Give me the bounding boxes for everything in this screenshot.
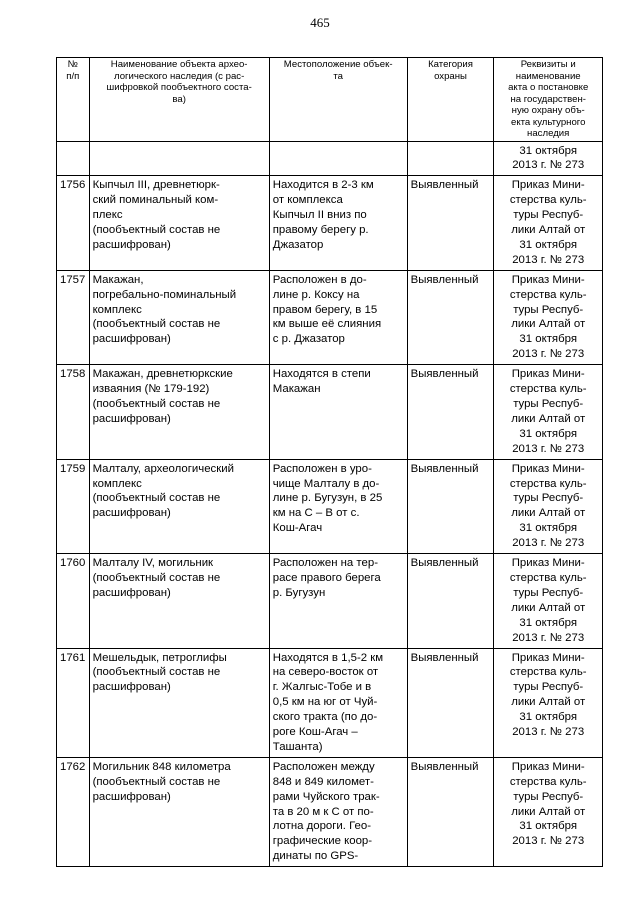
cell-name: Могильник 848 километра (пообъектный состав не расшифрован) [89,757,269,866]
cell-number: 1762 [57,757,90,866]
cell-location: Расположен на тер- расе правого берега р. Бугузун [269,554,407,648]
cell-requisites: Приказ Мини- стерства куль- туры Респуб- лики Алтай от 31 октября 2013 г. № 273 [494,554,603,648]
cell-category: Выявленный [407,365,494,459]
cell-name: Мешельдык, петроглифы (пообъектный состав не расшифрован) [89,648,269,757]
heritage-registry-table [56,57,603,867]
table-row [57,176,603,270]
cell-number: 1758 [57,365,90,459]
table-row [57,365,603,459]
cell-requisites: Приказ Мини- стерства куль- туры Респуб- лики Алтай от 31 октября 2013 г. № 273 [494,270,603,364]
table-row [57,270,603,364]
cell-requisites: Приказ Мини- стерства куль- туры Респуб- лики Алтай от 31 октября 2013 г. № 273 [494,459,603,553]
cell-requisites: Приказ Мини- стерства куль- туры Респуб- лики Алтай от 31 октября 2013 г. № 273 [494,365,603,459]
table-row [57,554,603,648]
table-row [57,459,603,553]
page-number: 465 [310,15,330,30]
cell-location: Расположен между 848 и 849 километ- рами Чуйского трак- та в 20 м к С от по- лотна дороги. Гео- графические коор- динаты по GPS- [269,757,407,866]
cell-name: Малталу, археологический комплекс (пообъектный состав не расшифрован) [89,459,269,553]
cell-category: Выявленный [407,554,494,648]
header-object-name: Наименование объекта архео- логического наследия (с рас- шифровкой пообъектного соста- ва) [89,58,269,142]
cell-name: Макажан, древнетюркские изваяния (№ 179-192) (пообъектный состав не расшифрован) [89,365,269,459]
cell-location: Находится в 2-3 км от комплекса Кыпчыл II вниз по правому берегу р. Джазатор [269,176,407,270]
header-number: № п/п [57,58,90,142]
cell-number: 1756 [57,176,90,270]
cell-requisites: Приказ Мини- стерства куль- туры Респуб- лики Алтай от 31 октября 2013 г. № 273 [494,757,603,866]
cell-name: Макажан, погребально-поминальный комплекс (пообъектный состав не расшифрован) [89,270,269,364]
cell-location: Расположен в до- лине р. Коксу на правом берегу, в 15 км выше её слияния с р. Джазатор [269,270,407,364]
cell-name: Малталу IV, могильник (пообъектный состав не расшифрован) [89,554,269,648]
cell-location: Расположен в уро- чище Малталу в до- лине р. Бугузун, в 25 км на С – В от с. Кош-Агач [269,459,407,553]
header-location: Местоположение объек- та [269,58,407,142]
cell-name: Кыпчыл III, древнетюрк- ский поминальный ком- плекс (пообъектный состав не расшифрован) [89,176,269,270]
cell-number: 1761 [57,648,90,757]
cell-location: Находятся в 1,5-2 км на северо-восток от г. Жалгыс-Тобе и в 0,5 км на юг от Чуй- ского тракта (по до- роге Кош-Агач – Ташанта) [269,648,407,757]
table-row [57,648,603,757]
cell-category: Выявленный [407,648,494,757]
cell-category: Выявленный [407,459,494,553]
cell-name [89,141,269,176]
header-requisites: Реквизиты и наименование акта о постановке на государствен- ную охрану объ- екта культурного наследия [494,58,603,142]
cell-location [269,141,407,176]
header-category: Категория охраны [407,58,494,142]
cell-number: 1757 [57,270,90,364]
cell-requisites: Приказ Мини- стерства куль- туры Респуб- лики Алтай от 31 октября 2013 г. № 273 [494,176,603,270]
table-row [57,757,603,866]
cell-requisites: Приказ Мини- стерства куль- туры Респуб- лики Алтай от 31 октября 2013 г. № 273 [494,648,603,757]
cell-category [407,141,494,176]
cell-category: Выявленный [407,176,494,270]
cell-location: Находятся в степи Макажан [269,365,407,459]
cell-category: Выявленный [407,757,494,866]
cell-number: 1759 [57,459,90,553]
cell-requisites: 31 октября 2013 г. № 273 [494,141,603,176]
cell-number [57,141,90,176]
continuation-row [57,141,603,176]
table-header-row [57,58,603,142]
cell-number: 1760 [57,554,90,648]
cell-category: Выявленный [407,270,494,364]
